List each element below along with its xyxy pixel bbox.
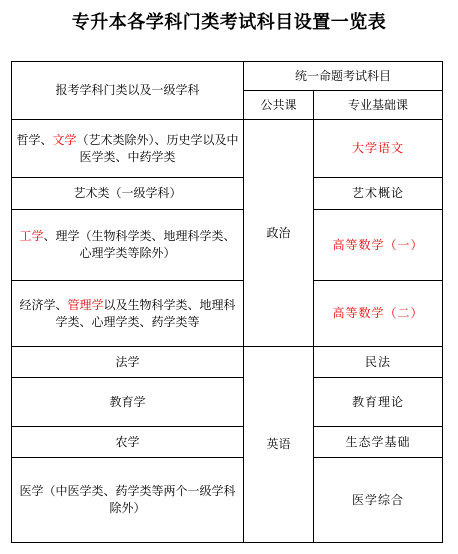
category-cell: 农学: [12, 427, 244, 458]
exam-subject-table: [11, 61, 443, 543]
public-course-english: 英语: [244, 347, 314, 543]
category-cell: 艺术类（一级学科）: [12, 178, 244, 210]
category-cell: 法学: [12, 347, 244, 378]
category-cell: 教育学: [12, 378, 244, 427]
subject-cell: 高等数学（一）: [314, 210, 443, 281]
subject-cell: 医学综合: [314, 458, 443, 543]
page-title: 专升本各学科门类考试科目设置一览表: [71, 12, 387, 33]
subject-cell: 高等数学（二）: [314, 281, 443, 347]
category-cell: 医学（中医学类、药学类等两个一级学科除外）: [12, 458, 244, 543]
subject-cell: 艺术概论: [314, 178, 443, 210]
subject-cell: 教育理论: [314, 378, 443, 427]
subject-cell: 生态学基础: [314, 427, 443, 458]
header-category: 报考学科门类以及一级学科: [12, 62, 244, 120]
category-cell: 工学、理学（生物科学类、地理科学类、心理学类等除外）: [12, 210, 244, 281]
subject-cell: 民法: [314, 347, 443, 378]
category-cell: 哲学、文学（艺术类除外）、历史学以及中医学类、中药学类: [12, 120, 244, 178]
header-unified-exam: 统一命题考试科目: [244, 62, 443, 91]
category-cell: 经济学、管理学以及生物科学类、地理科学类、心理学类、药学类等: [12, 281, 244, 347]
header-public-course: 公共课: [244, 91, 314, 120]
public-course-politics: 政治: [244, 120, 314, 347]
subject-cell: 大学语文: [314, 120, 443, 178]
header-major-course: 专业基础课: [314, 91, 443, 120]
